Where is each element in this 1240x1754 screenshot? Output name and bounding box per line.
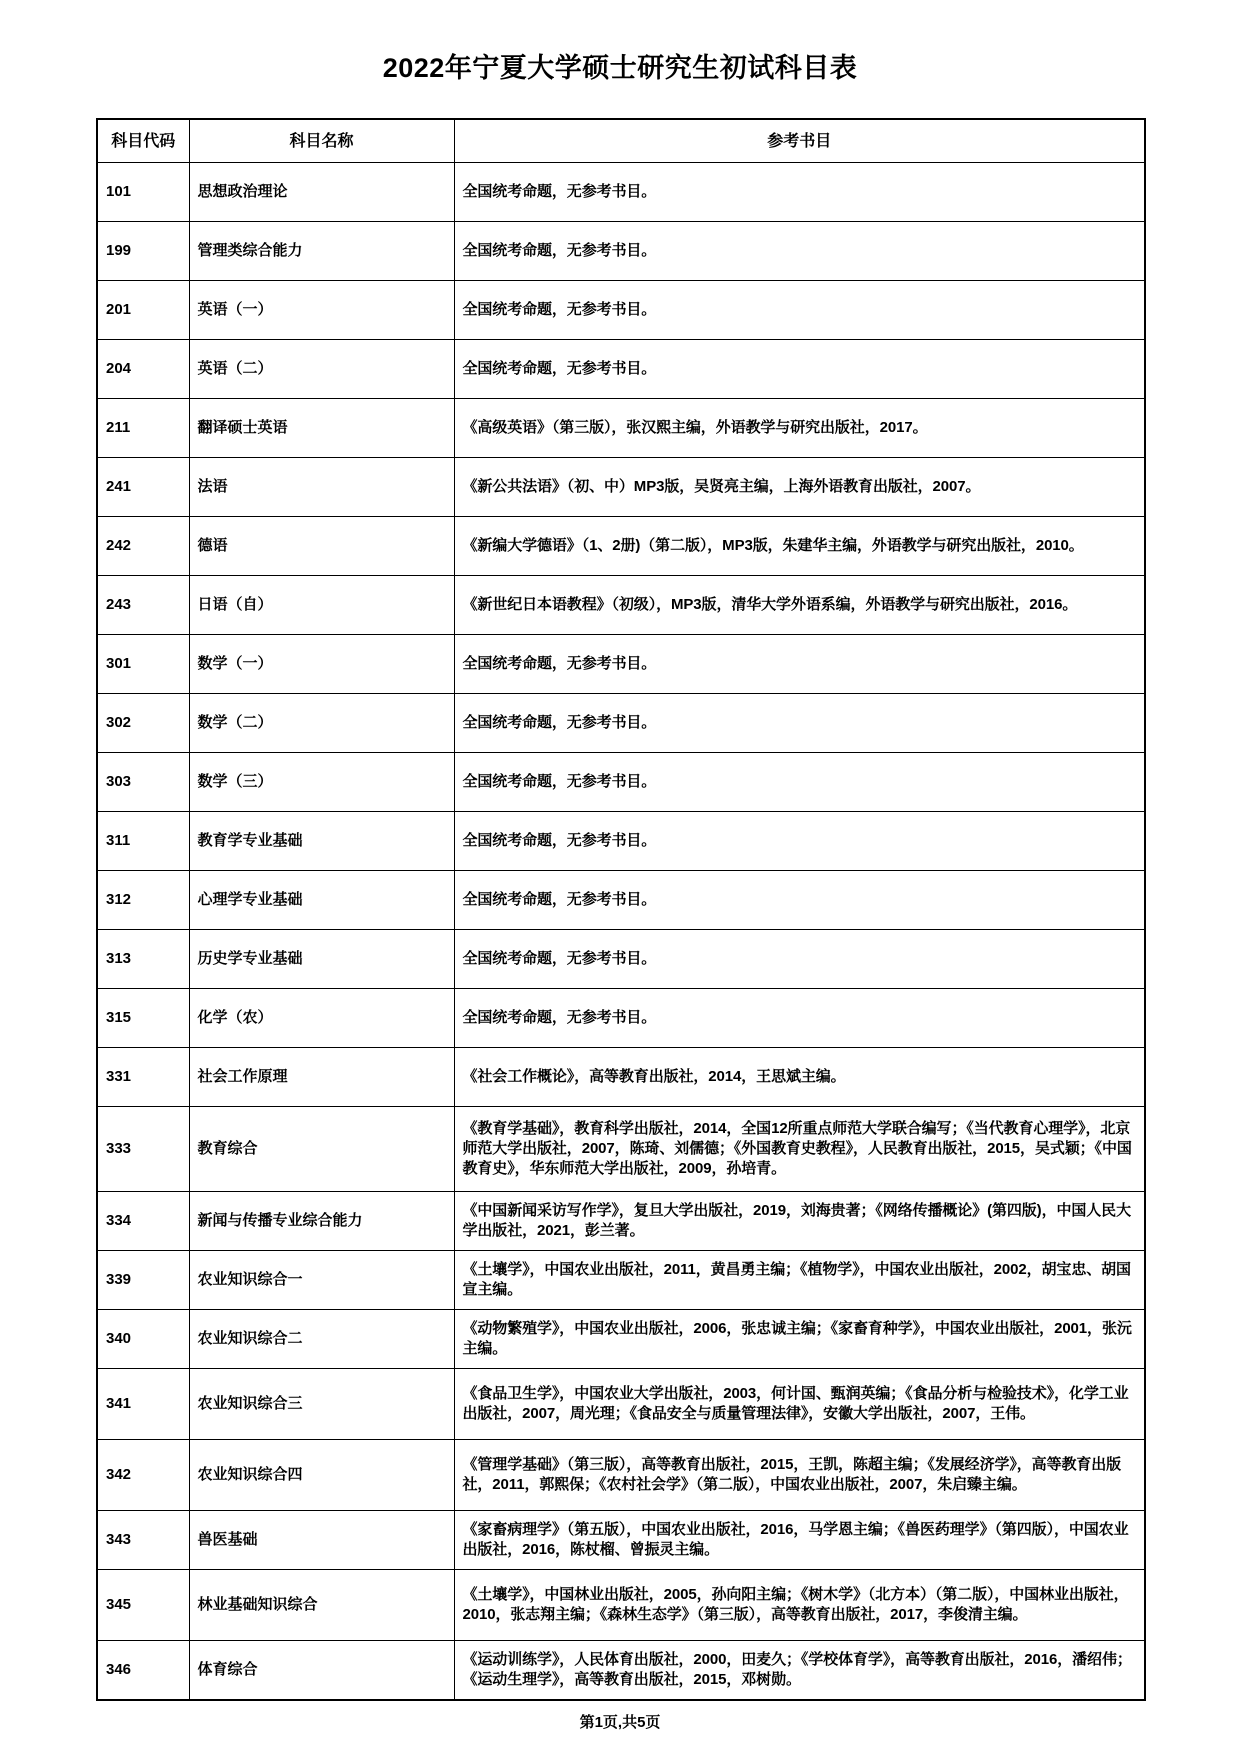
cell-subject-code: 201 [97, 281, 189, 340]
cell-subject-name: 心理学专业基础 [189, 871, 454, 930]
cell-reference-books: 《新世纪日本语教程》（初级），MP3版，清华大学外语系编，外语教学与研究出版社，2016。 [454, 576, 1145, 635]
table-row [97, 458, 1145, 517]
table-row [97, 222, 1145, 281]
cell-subject-name: 农业知识综合二 [189, 1310, 454, 1369]
cell-subject-name: 农业知识综合四 [189, 1440, 454, 1511]
cell-reference-books: 《管理学基础》（第三版），高等教育出版社，2015，王凯，陈超主编；《发展经济学》，高等教育出版社，2011，郭熙保；《农村社会学》（第二版），中国农业出版社，2007，朱启臻主编。 [454, 1440, 1145, 1511]
cell-subject-name: 德语 [189, 517, 454, 576]
table-row [97, 871, 1145, 930]
table-row [97, 812, 1145, 871]
column-header-subject-name: 科目名称 [189, 119, 454, 163]
cell-subject-code: 331 [97, 1048, 189, 1107]
cell-subject-code: 334 [97, 1192, 189, 1251]
cell-subject-name: 农业知识综合一 [189, 1251, 454, 1310]
table-row [97, 340, 1145, 399]
cell-subject-name: 化学（农） [189, 989, 454, 1048]
cell-subject-name: 翻译硕士英语 [189, 399, 454, 458]
table-row [97, 163, 1145, 222]
table-row [97, 989, 1145, 1048]
cell-subject-code: 341 [97, 1369, 189, 1440]
table-header [97, 119, 1145, 163]
cell-subject-code: 303 [97, 753, 189, 812]
cell-reference-books: 全国统考命题，无参考书目。 [454, 753, 1145, 812]
column-header-reference-books: 参考书目 [454, 119, 1145, 163]
cell-subject-name: 法语 [189, 458, 454, 517]
table-body [97, 163, 1145, 1701]
cell-reference-books: 《高级英语》（第三版），张汉熙主编，外语教学与研究出版社，2017。 [454, 399, 1145, 458]
table-row [97, 1251, 1145, 1310]
cell-reference-books: 《运动训练学》，人民体育出版社，2000，田麦久；《学校体育学》，高等教育出版社，2016，潘绍伟；《运动生理学》，高等教育出版社，2015，邓树勋。 [454, 1641, 1145, 1701]
cell-subject-name: 管理类综合能力 [189, 222, 454, 281]
cell-reference-books: 全国统考命题，无参考书目。 [454, 340, 1145, 399]
cell-subject-code: 204 [97, 340, 189, 399]
cell-reference-books: 全国统考命题，无参考书目。 [454, 635, 1145, 694]
cell-subject-code: 211 [97, 399, 189, 458]
cell-subject-name: 英语（二） [189, 340, 454, 399]
cell-reference-books: 全国统考命题，无参考书目。 [454, 163, 1145, 222]
cell-reference-books: 全国统考命题，无参考书目。 [454, 812, 1145, 871]
subjects-table [96, 118, 1146, 1701]
cell-subject-code: 241 [97, 458, 189, 517]
cell-subject-name: 新闻与传播专业综合能力 [189, 1192, 454, 1251]
table-row [97, 1192, 1145, 1251]
cell-reference-books: 《中国新闻采访写作学》，复旦大学出版社，2019，刘海贵著；《网络传播概论》(第四版)，中国人民大学出版社，2021，彭兰著。 [454, 1192, 1145, 1251]
cell-subject-code: 345 [97, 1570, 189, 1641]
cell-reference-books: 《教育学基础》，教育科学出版社，2014，全国12所重点师范大学联合编写；《当代教育心理学》，北京师范大学出版社，2007，陈琦、刘儒德；《外国教育史教程》，人民教育出版社，2015，吴式颖；《中国教育史》，华东师范大学出版社，2009，孙培青。 [454, 1107, 1145, 1192]
cell-reference-books: 《新公共法语》（初、中）MP3版，吴贤亮主编，上海外语教育出版社，2007。 [454, 458, 1145, 517]
cell-reference-books: 《食品卫生学》，中国农业大学出版社，2003，何计国、甄润英编；《食品分析与检验技术》，化学工业出版社，2007，周光理；《食品安全与质量管理法律》，安徽大学出版社，2007，王伟。 [454, 1369, 1145, 1440]
cell-subject-name: 日语（自） [189, 576, 454, 635]
cell-subject-code: 313 [97, 930, 189, 989]
cell-reference-books: 《土壤学》，中国林业出版社，2005，孙向阳主编；《树木学》（北方本）（第二版），中国林业出版社，2010，张志翔主编；《森林生态学》（第三版），高等教育出版社，2017，李俊清主编。 [454, 1570, 1145, 1641]
cell-subject-code: 339 [97, 1251, 189, 1310]
table-row [97, 1048, 1145, 1107]
table-row [97, 1369, 1145, 1440]
cell-subject-code: 199 [97, 222, 189, 281]
cell-subject-name: 林业基础知识综合 [189, 1570, 454, 1641]
cell-reference-books: 全国统考命题，无参考书目。 [454, 871, 1145, 930]
cell-subject-code: 340 [97, 1310, 189, 1369]
page-title: 2022年宁夏大学硕士研究生初试科目表 [382, 53, 858, 83]
cell-reference-books: 全国统考命题，无参考书目。 [454, 281, 1145, 340]
cell-reference-books: 《动物繁殖学》，中国农业出版社，2006，张忠诚主编；《家畜育种学》，中国农业出版社，2001，张沅主编。 [454, 1310, 1145, 1369]
cell-subject-code: 301 [97, 635, 189, 694]
cell-reference-books: 全国统考命题，无参考书目。 [454, 989, 1145, 1048]
cell-subject-code: 333 [97, 1107, 189, 1192]
cell-subject-name: 教育学专业基础 [189, 812, 454, 871]
cell-reference-books: 全国统考命题，无参考书目。 [454, 930, 1145, 989]
cell-subject-name: 数学（三） [189, 753, 454, 812]
cell-subject-code: 312 [97, 871, 189, 930]
table-row [97, 1107, 1145, 1192]
table-row [97, 576, 1145, 635]
cell-subject-name: 数学（二） [189, 694, 454, 753]
table-row [97, 1440, 1145, 1511]
table-row [97, 694, 1145, 753]
table-row [97, 753, 1145, 812]
cell-reference-books: 《土壤学》，中国农业出版社，2011，黄昌勇主编；《植物学》，中国农业出版社，2002，胡宝忠、胡国宣主编。 [454, 1251, 1145, 1310]
cell-subject-name: 农业知识综合三 [189, 1369, 454, 1440]
cell-reference-books: 全国统考命题，无参考书目。 [454, 694, 1145, 753]
cell-subject-code: 346 [97, 1641, 189, 1701]
table-header-row [97, 119, 1145, 163]
cell-subject-name: 英语（一） [189, 281, 454, 340]
table-row [97, 1641, 1145, 1701]
cell-subject-name: 思想政治理论 [189, 163, 454, 222]
table-row [97, 281, 1145, 340]
cell-reference-books: 《家畜病理学》（第五版），中国农业出版社，2016，马学恩主编；《兽医药理学》（第四版），中国农业出版社，2016，陈杖榴、曾振灵主编。 [454, 1511, 1145, 1570]
cell-reference-books: 全国统考命题，无参考书目。 [454, 222, 1145, 281]
cell-subject-name: 教育综合 [189, 1107, 454, 1192]
cell-subject-code: 302 [97, 694, 189, 753]
cell-subject-code: 315 [97, 989, 189, 1048]
cell-subject-code: 243 [97, 576, 189, 635]
cell-subject-code: 343 [97, 1511, 189, 1570]
table-row [97, 517, 1145, 576]
table-row [97, 1511, 1145, 1570]
cell-subject-name: 兽医基础 [189, 1511, 454, 1570]
table-row [97, 399, 1145, 458]
cell-reference-books: 《新编大学德语》（1、2册)（第二版），MP3版，朱建华主编，外语教学与研究出版社，2010。 [454, 517, 1145, 576]
cell-subject-code: 342 [97, 1440, 189, 1511]
subjects-table-container [96, 84, 1144, 1701]
page-footer: 第1页,共5页 [579, 1714, 661, 1731]
table-row [97, 930, 1145, 989]
table-row [97, 1310, 1145, 1369]
cell-subject-code: 101 [97, 163, 189, 222]
cell-subject-name: 历史学专业基础 [189, 930, 454, 989]
cell-subject-code: 311 [97, 812, 189, 871]
column-header-subject-code: 科目代码 [97, 119, 189, 163]
cell-subject-name: 社会工作原理 [189, 1048, 454, 1107]
table-row [97, 635, 1145, 694]
cell-subject-code: 242 [97, 517, 189, 576]
cell-reference-books: 《社会工作概论》，高等教育出版社，2014，王思斌主编。 [454, 1048, 1145, 1107]
table-row [97, 1570, 1145, 1641]
cell-subject-name: 数学（一） [189, 635, 454, 694]
cell-subject-name: 体育综合 [189, 1641, 454, 1701]
